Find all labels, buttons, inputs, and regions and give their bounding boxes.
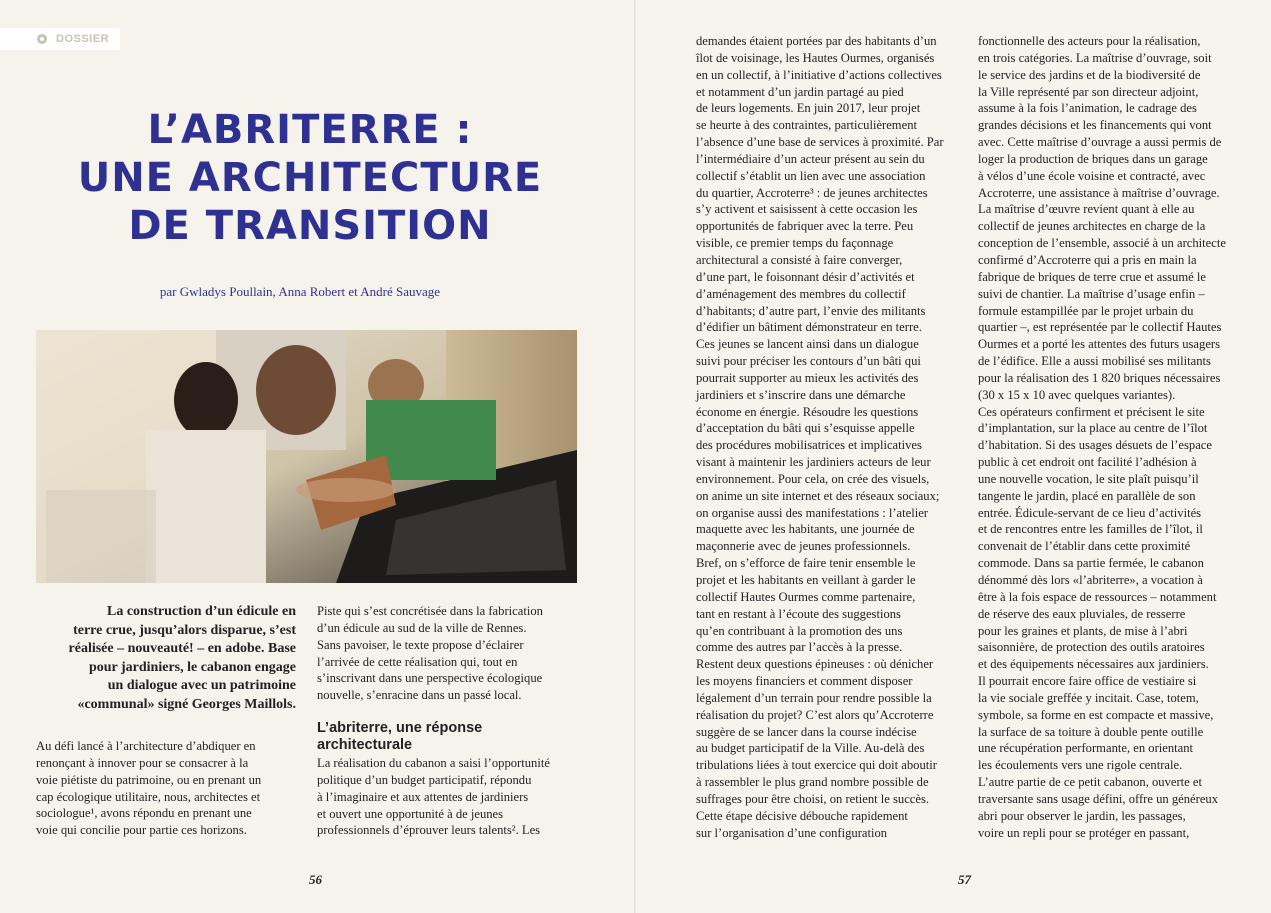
subheading-line: architecturale	[317, 737, 413, 753]
text-line: avec. Cette maîtrise d’ouvrage a aussi permis de	[978, 135, 1222, 150]
text-line: La réalisation du cabanon a saisi l’opportunité	[317, 756, 550, 770]
text-line: pourrait supporter au mieux les activités des	[696, 370, 919, 385]
text-line: pour les graines et plants, de mise à l’abri	[978, 623, 1188, 638]
lede-line: terre crue, jusqu’alors disparue, s’est	[73, 622, 296, 638]
text-line: d’un édicule au sud de la ville de Rennes.	[317, 620, 527, 635]
text-line: dénommé dès lors «l’abriterre», a vocation à	[978, 573, 1203, 587]
title-line: L’ABRITERRE :	[147, 107, 473, 153]
text-line: et des équipements nécessaires aux jardiniers.	[978, 657, 1209, 672]
text-line: s’y activent et saisissent à cette occasion les	[696, 202, 918, 217]
text-line: abri pour observer le jardin, les passages,	[978, 808, 1186, 823]
text-line: la Ville représenté par son directeur adjoint,	[978, 84, 1199, 99]
text-line: grandes décisions et les financements qui vont	[978, 118, 1212, 133]
text-line: saisonnière, de protection des outils aratoires	[978, 640, 1205, 655]
text-line: d’habitants; d’autre part, l’envie des militants	[696, 303, 926, 318]
byline: par Gwladys Poullain, Anna Robert et André Sauvage	[159, 284, 441, 299]
text-line: à vélos d’une école voisine et contracté, avec	[978, 168, 1206, 183]
text-line: tribulations liées à tout exercice qui doit aboutir	[696, 758, 937, 773]
text-line: et ouvert une opportunité à de jeunes	[317, 806, 504, 821]
text-line: et notamment d’un jardin partagé au pied	[696, 84, 904, 99]
text-line: fonctionnelle des acteurs pour la réalisation,	[978, 34, 1201, 48]
body-column-middle-continued	[317, 755, 579, 839]
text-line: maquette avec les habitants, une journée de	[696, 522, 915, 537]
text-line: les écoulements vers une rigole centrale.	[978, 758, 1183, 773]
text-line: loger la production de briques dans un garage	[978, 151, 1208, 166]
text-line: Ces jeunes se lancent ainsi dans un dialogue	[696, 337, 919, 352]
text-line: convenait de l’établir dans cette proximité	[978, 539, 1191, 554]
text-line: se heurte à des contraintes, particulièrement	[696, 118, 917, 133]
text-line: voire un repli pour se protéger en passant,	[978, 825, 1190, 840]
text-line: suggère de se lancer dans la course indécise	[696, 724, 917, 739]
text-line: politique d’un budget participatif, répondu	[317, 772, 532, 787]
text-line: tant en restant à l’écoute des suggestions	[696, 606, 901, 621]
text-line: Accroterre, une assistance à maîtrise d’ouvrage.	[978, 185, 1220, 200]
text-line: à rassembler le plus grand nombre possible de	[696, 775, 929, 790]
text-line: conception de l’ensemble, associé à un architecte	[978, 236, 1226, 251]
text-line: d’implantation, sur la place au centre de l’îlot	[978, 421, 1208, 436]
text-line: jardiniers et s’inscrire dans une démarche	[696, 387, 906, 402]
text-line: de l’édifice. Elle a aussi mobilisé ses militants	[978, 354, 1211, 369]
body-column-middle	[317, 603, 579, 704]
text-line: au budget participatif de la Ville. Au-delà des	[696, 741, 925, 756]
body-column-right-1	[696, 33, 958, 842]
title-line: UNE ARCHITECTURE	[77, 155, 543, 201]
text-line: légalement d’un terrain pour rendre possible la	[696, 690, 932, 705]
text-line: et de rencontres entre les familles de l’îlot, il	[978, 522, 1203, 537]
text-line: visible, ce premier temps du façonnage	[696, 236, 894, 251]
text-line: formule estampillée par le projet urbain du	[978, 303, 1194, 318]
text-line: l’absence d’une base de services à proximité. Par	[696, 135, 944, 150]
lede-line: La construction d’un édicule en	[106, 604, 296, 619]
text-line: nouvelle, s’enracine dans un passé local.	[317, 688, 522, 703]
text-line: la surface de sa toiture à double pente outille	[978, 724, 1204, 739]
article-title	[30, 106, 590, 250]
text-line: des procédures mobilisatrices et implicatives	[696, 438, 922, 453]
body-column-right-2	[978, 33, 1240, 842]
text-line: public à cet endroit ont facilité l’adhésion à	[978, 455, 1197, 470]
section-header	[36, 33, 109, 45]
text-line: architectural a consisté à faire converger,	[696, 252, 903, 267]
text-line: cap écologique utilitaire, nous, architectes et	[36, 789, 261, 804]
text-line: s’inscrivant dans une perspective écologique	[317, 671, 543, 686]
text-line: réalisation du projet? C’est alors qu’Accroterre	[696, 707, 934, 722]
text-line: de leurs logements. En juin 2017, leur projet	[696, 101, 921, 116]
text-line: d’une part, le foisonnant désir d’activités et	[696, 269, 915, 284]
text-line: L’autre partie de ce petit cabanon, ouverte et	[978, 775, 1203, 790]
body-column-left	[36, 738, 298, 839]
text-line: une nouvelle vocation, le site plaît puisqu’il	[978, 471, 1199, 486]
text-line: Restent deux questions épineuses : où dénicher	[696, 657, 934, 672]
subheading-line: L’abriterre, une réponse	[317, 720, 483, 736]
text-line: d’habitation. Si des usages désuets de l’espace	[978, 438, 1212, 453]
text-line: voie qui concilie pour partie ces horizons.	[36, 823, 247, 838]
text-line: être à la fois espace de ressources – notamment	[978, 589, 1217, 604]
text-line: on anime un site internet et des réseaux sociaux;	[696, 488, 940, 503]
section-label: DOSSIER	[56, 33, 110, 45]
lede-line: pour jardiniers, le cabanon engage	[88, 659, 296, 675]
text-line: sociologue¹, avons répondu en prenant une	[36, 806, 252, 821]
text-line: d’aménagement des membres du collectif	[696, 286, 906, 301]
text-line: une récupération performante, en orientant	[978, 741, 1194, 756]
lede-line: «communal» signé Georges Maillols.	[77, 696, 296, 712]
text-line: collectif Hautes Ourmes comme partenaire,	[696, 589, 916, 604]
text-line: assume à la fois l’animation, le cadrage des	[978, 101, 1197, 116]
text-line: collectif de jeunes architectes en charge de la	[978, 219, 1206, 234]
text-line: entrée. Édicule-servant de ce lieu d’activités	[978, 505, 1202, 520]
text-line: d’acceptation du bâti qui s’esquisse appelle	[696, 421, 915, 436]
text-line: Bref, on s’efforce de faire tenir ensemble le	[696, 556, 916, 571]
text-line: sur l’organisation d’une configuration	[696, 825, 888, 840]
lede-line: réalisée – nouveauté! – en adobe. Base	[68, 641, 296, 656]
text-line: collectif s’établit un lien avec une association	[696, 168, 926, 183]
text-line: demandes étaient portées par des habitants d’un	[696, 34, 937, 48]
text-line: qu’en contribuant à la promotion des uns	[696, 623, 903, 638]
right-page	[636, 0, 1271, 913]
text-line: voie piétiste du patrimoine, ou en prenant un	[36, 772, 262, 787]
text-line: suivi pour préciser les contours d’un bâti qui	[696, 354, 921, 369]
subheading	[317, 720, 579, 754]
text-line: Sans pavoiser, le texte propose d’éclairer	[317, 637, 524, 652]
gear-icon	[36, 33, 48, 45]
text-line: maçonnerie avec de jeunes professionnels.	[696, 539, 911, 554]
text-line: de réserve des eaux pluviales, de resserre	[978, 606, 1186, 621]
text-line: fabrique de briques de terre crue et assumé le	[978, 269, 1206, 284]
text-line: les moyens financiers et comment disposer	[696, 674, 913, 689]
text-line: La maîtrise d’œuvre revient quant à elle au	[978, 202, 1195, 217]
lede	[36, 603, 296, 714]
text-line: suffrages pour être choisi, on retient le succès.	[696, 791, 930, 806]
page-number-left: 56	[309, 872, 322, 887]
text-line: le service des jardins et de la biodiversité de	[978, 67, 1201, 82]
text-line: d’édifier un bâtiment démonstrateur en terre.	[696, 320, 922, 335]
text-line: Ourmes et a porté les attentes des futurs usagers	[978, 337, 1221, 352]
text-line: opportunités de fabriquer avec la terre. Peu	[696, 219, 914, 234]
text-line: Ces opérateurs confirment et précisent le site	[978, 404, 1205, 419]
text-line: environnement. Pour cela, on crée des visuels,	[696, 471, 930, 486]
text-line: Au défi lancé à l’architecture d’abdiquer en	[36, 739, 256, 753]
text-line: Piste qui s’est concrétisée dans la fabrication	[317, 604, 543, 618]
lede-line: un dialogue avec un patrimoine	[107, 678, 296, 693]
title-line: DE TRANSITION	[128, 203, 492, 249]
text-line: comme des autres par l’accès à la presse.	[696, 640, 903, 655]
text-line: économe en énergie. Résoudre les questions	[696, 404, 919, 419]
text-line: l’intermédiaire d’un acteur présent au sein du	[696, 151, 925, 166]
text-line: la vie sociale greffée y incitait. Case, totem,	[978, 690, 1199, 705]
text-line: à l’imaginaire et aux attentes de jardiniers	[317, 789, 529, 804]
text-line: du quartier, Accroterre³ : de jeunes architectes	[696, 185, 928, 200]
text-line: renonçant à innover pour se consacrer à la	[36, 755, 249, 770]
text-line: symbole, sa forme en est compacte et massive,	[978, 707, 1214, 722]
page-number-right: 57	[958, 872, 971, 887]
text-line: professionnels d’éprouver leurs talents². Les	[317, 823, 541, 838]
text-line: suivi de chantier. La maîtrise d’usage enfin –	[978, 286, 1205, 301]
text-line: l’arrivée de cette réalisation qui, tout en	[317, 654, 518, 669]
text-line: en trois catégories. La maîtrise d’ouvrage, soit	[978, 50, 1212, 65]
text-line: îlot de voisinage, les Hautes Ourmes, organisés	[696, 50, 935, 65]
text-line: projet et les habitants en veillant à garder le	[696, 573, 916, 587]
article-photo	[36, 330, 577, 583]
text-line: Cette étape décisive débouche rapidement	[696, 808, 908, 823]
text-line: traversante sans usage défini, offre un généreux	[978, 791, 1219, 806]
text-line: visant à maintenir les jardiniers acteurs de leur	[696, 455, 931, 470]
text-line: on organise aussi des manifestations : l’atelier	[696, 505, 928, 520]
text-line: (30 x 15 x 10 avec quelques variantes).	[978, 387, 1176, 402]
text-line: quartier –, est représentée par le collectif Hautes	[978, 320, 1222, 335]
text-line: confirmé d’Accroterre qui a pris en main la	[978, 252, 1197, 267]
text-line: commode. Dans sa partie fermée, le cabanon	[978, 556, 1204, 571]
text-line: Il pourrait encore faire office de vestiaire si	[978, 674, 1197, 689]
text-line: pour la réalisation des 1 820 briques nécessaires	[978, 370, 1221, 385]
text-line: en un collectif, à l’initiative d’actions collectives	[696, 67, 942, 82]
text-line: tangente le jardin, placé en parallèle de son	[978, 488, 1196, 503]
